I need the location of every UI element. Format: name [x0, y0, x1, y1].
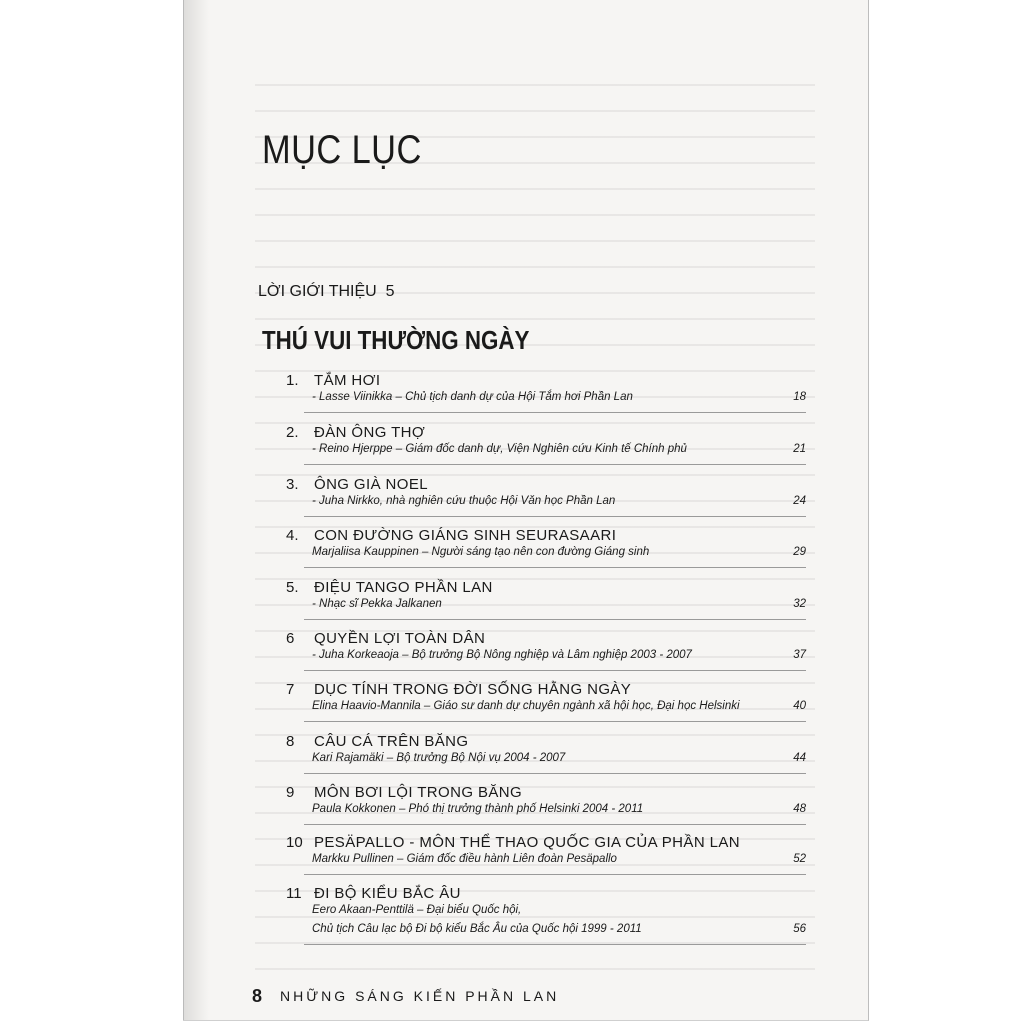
entry-page: 37	[793, 649, 806, 661]
entry-number: 11	[286, 885, 302, 902]
entry-divider	[304, 824, 806, 825]
entry-number: 1.	[286, 372, 299, 389]
entry-page: 56	[793, 923, 806, 935]
entry-author: - Juha Nirkko, nhà nghiên cứu thuộc Hội Văn học Phần Lan	[312, 495, 616, 507]
page-title: MỤC LỤC	[262, 128, 422, 172]
entry-divider	[304, 412, 806, 413]
entry-number: 9	[286, 784, 295, 801]
page-spine-shadow	[183, 0, 209, 1020]
entry-title: ÔNG GIÀ NOEL	[314, 476, 428, 493]
entry-author: - Nhạc sĩ Pekka Jalkanen	[312, 598, 442, 610]
entry-title: CÂU CÁ TRÊN BĂNG	[314, 733, 469, 750]
entry-page: 18	[793, 391, 806, 403]
entry-author: Elina Haavio-Mannila – Giáo sư danh dự chuyên ngành xã hội học, Đại học Helsinki	[312, 700, 740, 712]
entry-title: PESÄPALLO - MÔN THỂ THAO QUỐC GIA CỦA PHẦN LAN	[314, 834, 740, 851]
entry-divider	[304, 670, 806, 671]
entry-number: 3.	[286, 476, 299, 493]
entry-author: - Juha Korkeaoja – Bộ trưởng Bộ Nông nghiệp và Lâm nghiệp 2003 - 2007	[312, 649, 692, 661]
entry-number: 6	[286, 630, 295, 647]
entry-title: TẮM HƠI	[314, 372, 381, 389]
intro-line	[258, 283, 395, 301]
entry-page: 29	[793, 546, 806, 558]
entry-title: CON ĐƯỜNG GIÁNG SINH SEURASAARI	[314, 527, 617, 544]
entry-divider	[304, 944, 806, 945]
entry-number: 7	[286, 681, 295, 698]
entry-author: Eero Akaan-Penttilä – Đại biểu Quốc hội,	[312, 904, 522, 916]
entry-divider	[304, 721, 806, 722]
entry-number: 5.	[286, 579, 299, 596]
entry-page: 24	[793, 495, 806, 507]
entry-number: 4.	[286, 527, 299, 544]
footer-page-number: 8	[252, 986, 263, 1006]
entry-author: - Reino Hjerppe – Giám đốc danh dự, Viện Nghiên cứu Kinh tế Chính phủ	[312, 443, 687, 455]
intro-label: LỜI GIỚI THIỆU	[258, 283, 377, 300]
entry-author-line2: Chủ tịch Câu lạc bộ Đi bộ kiểu Bắc Âu của Quốc hội 1999 - 2011	[312, 923, 642, 935]
entry-divider	[304, 619, 806, 620]
entry-title: QUYỀN LỢI TOÀN DÂN	[314, 630, 486, 647]
entry-page: 44	[793, 752, 806, 764]
entry-title: ĐÀN ÔNG THỢ	[314, 424, 426, 441]
entry-divider	[304, 773, 806, 774]
entry-divider	[304, 567, 806, 568]
entry-page: 52	[793, 853, 806, 865]
entry-divider	[304, 464, 806, 465]
entry-author: - Lasse Viinikka – Chủ tịch danh dự của Hội Tắm hơi Phần Lan	[312, 391, 633, 403]
entry-divider	[304, 874, 806, 875]
entry-title: MÔN BƠI LỘI TRONG BĂNG	[314, 784, 523, 801]
section-title: THÚ VUI THƯỜNG NGÀY	[262, 325, 530, 355]
entry-author: Paula Kokkonen – Phó thị trưởng thành phố Helsinki 2004 - 2011	[312, 803, 644, 815]
entry-author: Kari Rajamäki – Bộ trưởng Bộ Nội vụ 2004 - 2007	[312, 752, 566, 764]
entry-page: 40	[793, 700, 806, 712]
entry-title: DỤC TÍNH TRONG ĐỜI SỐNG HẰNG NGÀY	[314, 681, 632, 698]
entry-page: 21	[793, 443, 806, 455]
entry-number: 2.	[286, 424, 299, 441]
footer-book-title: NHỮNG SÁNG KIẾN PHẦN LAN	[280, 988, 560, 1004]
entry-title: ĐI BỘ KIỂU BẮC ÂU	[314, 885, 461, 902]
intro-page: 5	[385, 283, 395, 300]
entry-author: Marjaliisa Kauppinen – Người sáng tạo nên con đường Giáng sinh	[312, 546, 650, 558]
entry-divider	[304, 516, 806, 517]
entry-page: 48	[793, 803, 806, 815]
entry-title: ĐIỆU TANGO PHẦN LAN	[314, 579, 493, 596]
entry-number: 10	[286, 834, 303, 851]
entry-author: Markku Pullinen – Giám đốc điều hành Liên đoàn Pesäpallo	[312, 853, 617, 865]
entry-page: 32	[793, 598, 806, 610]
entry-number: 8	[286, 733, 295, 750]
